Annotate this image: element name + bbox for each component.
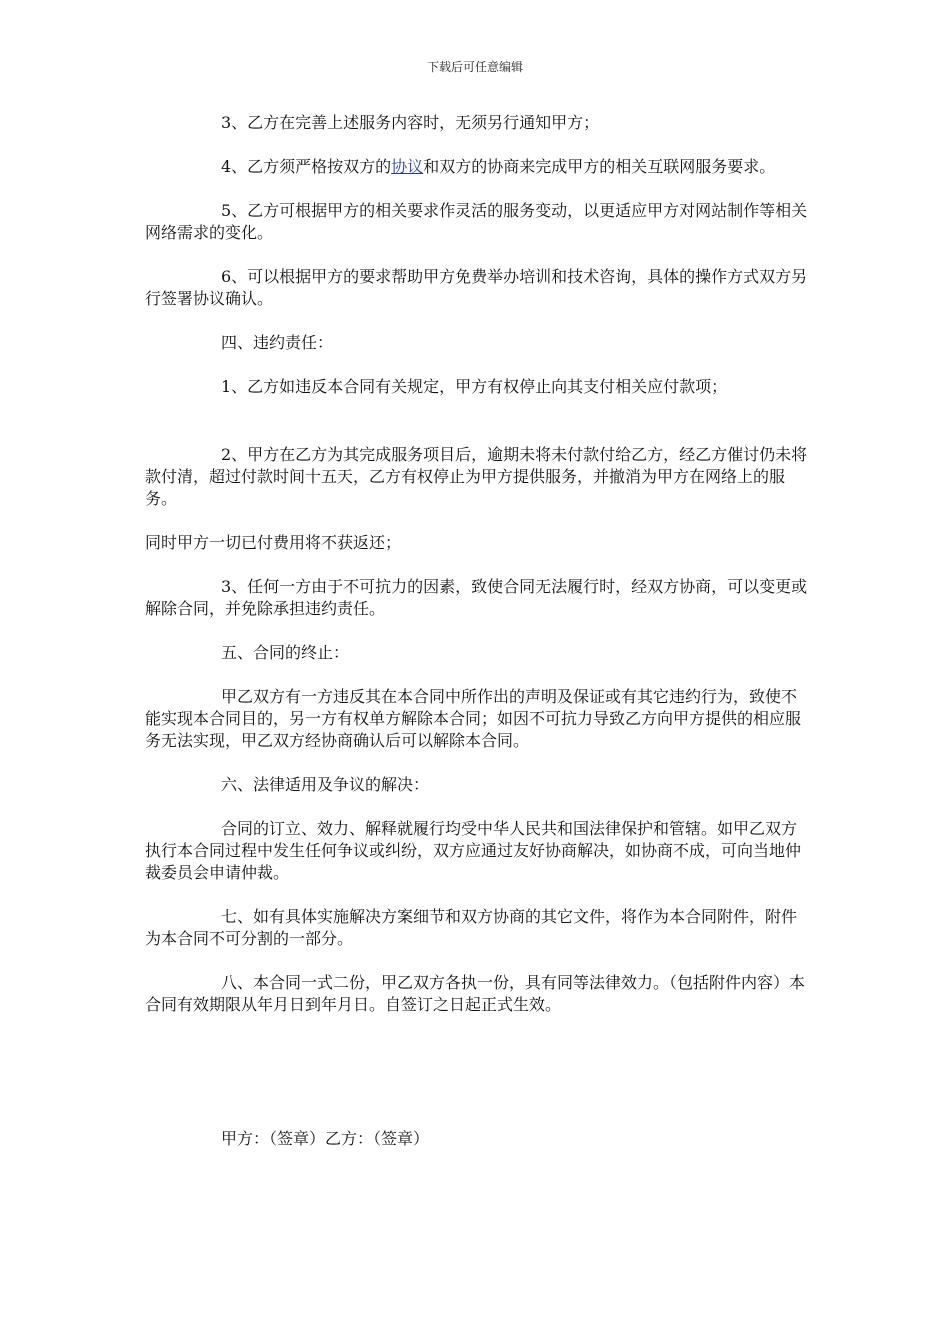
clause-3: 3、乙方在完善上述服务内容时，无须另行通知甲方； xyxy=(221,113,600,132)
section-8-clause: 八、本合同一式二份，甲乙双方各执一份，具有同等法律效力。（包括附件内容）本合同有效期限从年月日到年月日。自签订之日起正式生效。 xyxy=(145,973,806,1014)
breach-clause-1: 1、乙方如违反本合同有关规定，甲方有权停止向其支付相关应付款项； xyxy=(221,377,728,396)
clause-5: 5、乙方可根据甲方的相关要求作灵活的服务变动，以更适应甲方对网站制作等相关网络需求的变化。 xyxy=(145,201,808,242)
breach-clause-2-cont: 同时甲方一切已付费用将不获返还； xyxy=(145,533,402,552)
section-5-heading: 五、合同的终止： xyxy=(221,643,350,662)
section-6-heading: 六、法律适用及争议的解决： xyxy=(221,775,430,794)
page-header: 下载后可任意编辑 xyxy=(426,60,523,74)
termination-clause: 甲乙双方有一方违反其在本合同中所作出的声明及保证或有其它违约行为，致使不能实现本合同目的，另一方有权单方解除本合同；如因不可抗力导致乙方向甲方提供的相应服务无法实现，甲乙双方经协商确认后可以解除本合同。 xyxy=(145,687,802,750)
document-body xyxy=(145,112,810,1150)
clause-4-text-a: 4、乙方须严格按双方的 xyxy=(221,157,392,176)
breach-clause-3: 3、任何一方由于不可抗力的因素，致使合同无法履行时，经双方协商，可以变更或解除合同，并免除承担违约责任。 xyxy=(145,577,808,618)
clause-4 xyxy=(145,156,810,178)
agreement-link[interactable]: 协议 xyxy=(391,157,424,176)
clause-4-text-b: 和双方的协商来完成甲方的相关互联网服务要求。 xyxy=(423,157,776,176)
section-7-clause: 七、如有具体实施解决方案细节和双方协商的其它文件，将作为本合同附件，附件为本合同不可分割的一部分。 xyxy=(145,907,798,948)
law-clause: 合同的订立、效力、解释就履行均受中华人民共和国法律保护和管辖。如甲乙双方执行本合同过程中发生任何争议或纠纷，双方应通过友好协商解决，如协商不成，可向当地仲裁委员会申请仲裁。 xyxy=(145,819,802,882)
signature-line: 甲方：（签章）乙方：（签章） xyxy=(221,1129,430,1148)
clause-6: 6、可以根据甲方的要求帮助甲方免费举办培训和技术咨询，具体的操作方式双方另行签署协议确认。 xyxy=(145,267,808,308)
section-4-heading: 四、违约责任： xyxy=(221,333,334,352)
breach-clause-2: 2、甲方在乙方为其完成服务项目后，逾期未将未付款付给乙方，经乙方催讨仍未将款付清，超过付款时间十五天，乙方有权停止为甲方提供服务，并撤消为甲方在网络上的服务。 xyxy=(145,445,808,508)
